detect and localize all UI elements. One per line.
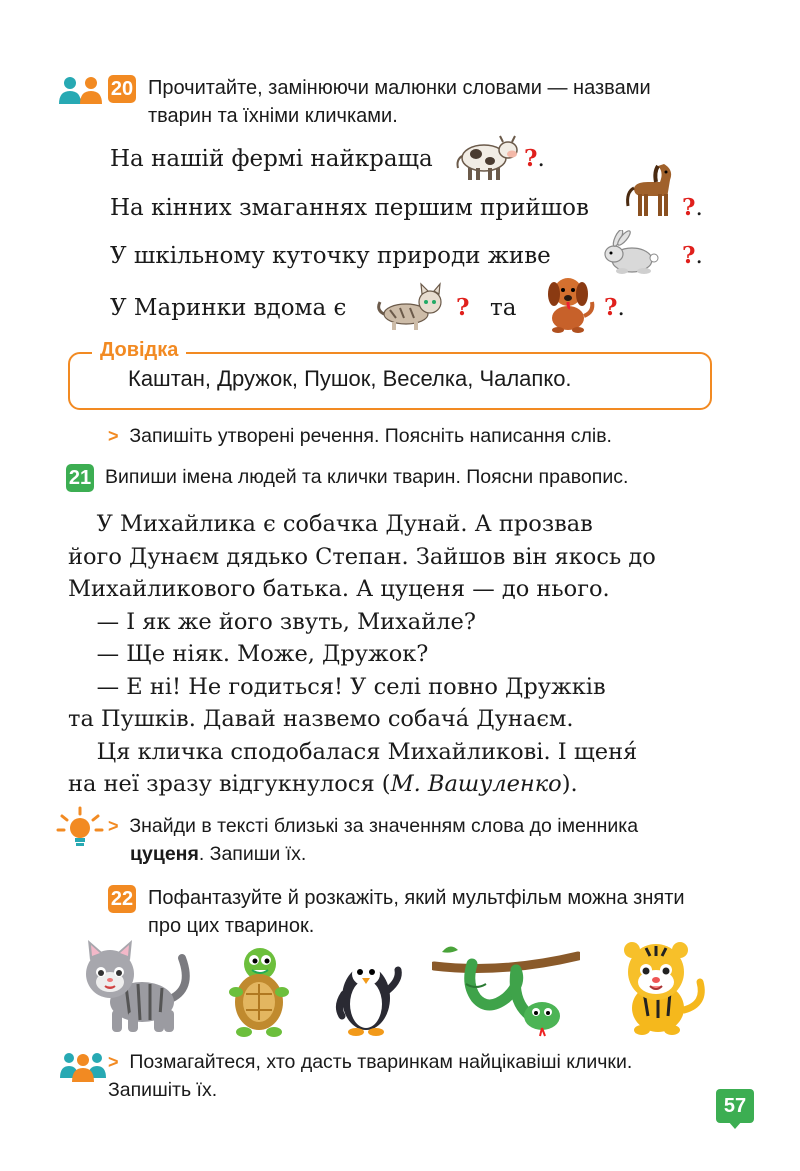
- dog-icon: [540, 272, 598, 334]
- horse-icon: [624, 162, 676, 220]
- group-work-icon: [60, 1048, 106, 1082]
- sentence-4: У Маринки вдома є: [110, 295, 347, 321]
- sentence-1: На нашій фермі найкраща: [110, 146, 433, 172]
- turtle-icon: [228, 944, 290, 1038]
- lightbulb-icon: [56, 806, 104, 850]
- sentence-4-end: ?.: [604, 294, 625, 321]
- exercise-number-20: 20: [108, 75, 136, 103]
- story-line: та Пушків. Давай назвемо собача́ Дунаєм.: [68, 706, 574, 732]
- snake-icon: [432, 940, 580, 1038]
- exercise-21-task: Випиши імена людей та клички тварин. Поясни правопис.: [105, 466, 629, 488]
- story-line: його Дунаєм дядько Степан. Зайшов він якось до: [68, 544, 656, 570]
- rabbit-icon: [602, 230, 664, 276]
- sentence-4-middle: та: [490, 295, 517, 321]
- sentence-2-tail: ?.: [682, 194, 703, 221]
- chevron-right-icon: >: [108, 816, 119, 836]
- reference-box-text: Каштан, Дружок, Пушок, Веселка, Чалапко.: [128, 366, 572, 391]
- story-last-line: на неї зразу відгукнулося (М. Вашуленко).: [68, 771, 578, 797]
- chevron-right-icon: >: [108, 426, 119, 446]
- exercise-20-subtask: > Запишіть утворені речення. Поясніть написання слів.: [108, 425, 612, 447]
- kitten-icon: [376, 280, 448, 332]
- reference-box-title: Довідка: [92, 339, 186, 362]
- story-line: — Ще ніяк. Може, Дружок?: [68, 641, 429, 667]
- exercise-number-21: 21: [66, 464, 94, 492]
- cow-icon: [454, 128, 522, 184]
- sentence-3: У шкільному куточку природи живе: [110, 243, 551, 269]
- exercise-22-task: Пофантазуйте й розкажіть, який мультфільм можна зняти про цих тваринок.: [148, 887, 685, 937]
- tiger-icon: [604, 938, 716, 1038]
- sentence-2: На кінних змаганнях першим прийшов: [110, 195, 589, 221]
- sentence-1-tail: ?.: [524, 145, 545, 172]
- pair-work-icon: [58, 76, 104, 104]
- story-line: — Е ні! Не годиться! У селі повно Дружків: [68, 674, 606, 700]
- sentence-4-tail: ?: [456, 294, 470, 321]
- story-line: Михайликового батька. А цуценя — до нього.: [68, 576, 610, 602]
- story-line: — І як же його звуть, Михайле?: [68, 609, 476, 635]
- story-line: У Михайлика є собачка Дунай. А прозвав: [68, 511, 593, 537]
- chevron-right-icon: >: [108, 1052, 119, 1072]
- exercise-22-subtask: > Позмагайтеся, хто дасть тваринкам найцікавіші клички. Запишіть їх.: [108, 1051, 633, 1101]
- exercise-21-hint: > Знайди в тексті близькі за значенням слова до іменника цуценя. Запиши їх.: [108, 815, 639, 865]
- page-number-tab: [728, 1121, 742, 1129]
- page-number: 57: [716, 1089, 754, 1123]
- story-line: Ця кличка сподобалася Михайликові. І щеня́: [68, 739, 638, 765]
- story-author: М. Вашуленко: [390, 771, 562, 797]
- cat-icon: [76, 940, 194, 1036]
- exercise-number-22: 22: [108, 885, 136, 913]
- exercise-20-task: Прочитайте, замінюючи малюнки словами — назвами тварин та їхніми кличками.: [148, 77, 651, 127]
- sentence-3-tail: ?.: [682, 242, 703, 269]
- penguin-icon: [334, 950, 404, 1036]
